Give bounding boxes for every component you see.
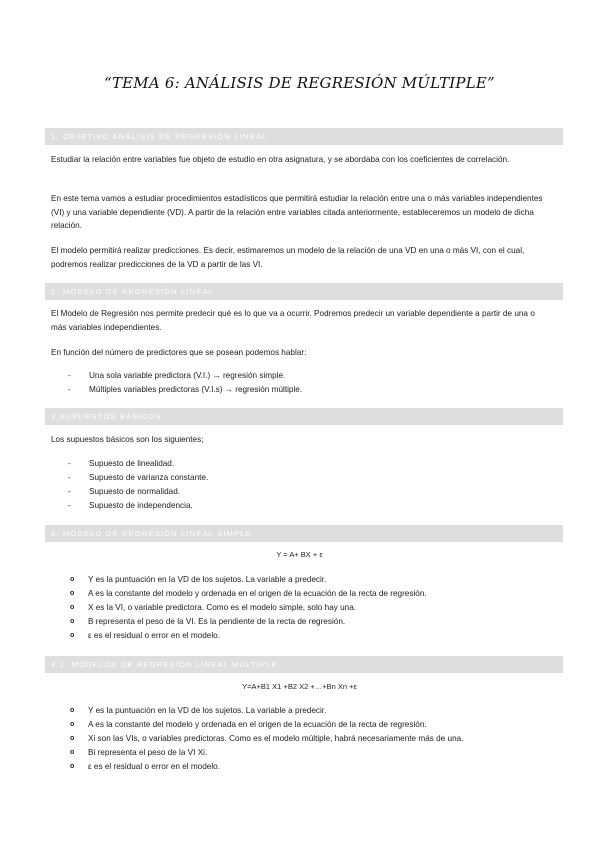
dash-bullet: - [68,487,71,496]
circle-bullet: o [70,749,75,756]
multiple-regression-formula: Y=A+B1 X1 +B2 X2 +…+Bn Xn +ε [242,682,357,691]
dash-bullet: - [68,501,71,510]
circle-bullet: o [70,604,75,611]
circle-bullet: o [70,763,75,770]
document-title: “TEMA 6: ANÁLISIS DE REGRESIÓN MÚLTIPLE” [104,74,495,92]
dash-bullet: - [68,459,71,468]
simple-regression-formula: Y = A+ BX + ε [276,550,323,559]
section-2-paragraph-1: El Modelo de Regresión nos permite predecir qué es lo que va a ocurrir. Podremos predecir un variable dependiente a partir de una o más variables independientes. [51,309,535,332]
section-1-paragraph-1: Estudiar la relación entre variables fue objeto de estudio en otra asignatura, y se abordaba con los coeficientes de correlación. [51,155,510,164]
section-1-heading: 1. OBJETIVO ANÁLISIS DE REGRESIÓN LINEAL [45,128,563,145]
circle-bullet: o [70,618,75,625]
section-2-heading: 2. MODELO DE REGRESIÓN LINEAL [45,283,563,300]
circle-bullet: o [70,632,75,639]
document-page: “TEMA 6: ANÁLISIS DE REGRESIÓN MÚLTIPLE” 1. OBJETIVO ANÁLISIS DE REGRESIÓN LINEAL Estudiar la relación entre variables fue objeto de estudio en otra asignatura, y se abordaba con los coeficientes de correlación. En este tema vamos a estudiar procedimientos estadísticos que permitirá estudiar la relación entre una o más variables independientes (VI) y una variable dependiente (VD). A partir de la relación entre variables citada anteriormente, estableceremos un modelo de dicha relación. El modelo permitirá realizar predicciones. Es decir, estimaremos un modelo de la relación de una VD en una o más VI, con el cual, podremos realizar predicciones de la VD a partir de las VI. 2. MODELO DE REGRESIÓN LINEAL El Modelo de Regresión nos permite predecir qué es lo que va a ocurrir. Podremos predecir un variable dependiente a partir de una o más variables independientes. En función del número de predictores que se posean podemos hablar: - Una sola variable predictora (V.I.) → regresión simple. - Múltiples variables predictoras (V.I.s) → regresión múltiple. 3.SUPUESTOS BÁSICOS Los supuestos básicos son los siguientes; - Supuesto de linealidad. - Supuesto de varianza constante. - Supuesto de normalidad. - Supuesto de independencia. 4. MODELO DE REGRESIÓN LINEAL SIMPLE Y = A+ BX + ε o Y es la puntuación en la VD de los sujetos. La variable a predecir. o A es la constante del modelo y ordenada en el origen de la ecuación de la recta de regresión. o X es la VI, o variable predictora. Como es el modelo simple, solo hay una. o B representa el peso de la VI. Es la pendiente de la recta de regresión. o ε es el residual o error en el modelo. 4.1. MODELOS DE REGRESIÓN LINEAL MÚLTIPLE. Y=A+B1 X1 +B2 X2 +…+Bn Xn +ε o Y es la puntuación en la VD de los sujetos. La variable a predecir. o A es la constante del modelo y ordenada en el origen de la ecuación de la recta de regresión. o Xi son las VIs, o variables predictoras. Como es el modelo múltiple, habrá necesariamente más de una. o Bi representa el peso de la VI Xi. o ε es el residual o error en el modelo. [0,0,599,848]
section-3-heading: 3.SUPUESTOS BÁSICOS [45,408,563,425]
dash-bullet: - [68,473,71,482]
dash-bullet: - [68,385,71,394]
section-4-1-heading: 4.1. MODELOS DE REGRESIÓN LINEAL MÚLTIPLE. [45,656,563,673]
circle-bullet: o [70,735,75,742]
section-3-paragraph-1: Los supuestos básicos son los siguientes; [51,435,204,444]
circle-bullet: o [70,590,75,597]
circle-bullet: o [70,576,75,583]
section-2-paragraph-2: En función del número de predictores que se posean podemos hablar: [51,348,307,357]
section-4-heading: 4. MODELO DE REGRESIÓN LINEAL SIMPLE [45,525,563,542]
circle-bullet: o [70,707,75,714]
dash-bullet: - [68,371,71,380]
section-1-paragraph-2: En este tema vamos a estudiar procedimientos estadísticos que permitirá estudiar la relación entre una o más variables independientes (VI) y una variable dependiente (VD). A partir de la relación entre variables citada anteriormente, estableceremos un modelo de dicha relación. [51,194,543,230]
circle-bullet: o [70,721,75,728]
section-1-paragraph-3: El modelo permitirá realizar predicciones. Es decir, estimaremos un modelo de la relación de una VD en una o más VI, con el cual, podremos realizar predicciones de la VD a partir de las VI. [51,246,525,269]
